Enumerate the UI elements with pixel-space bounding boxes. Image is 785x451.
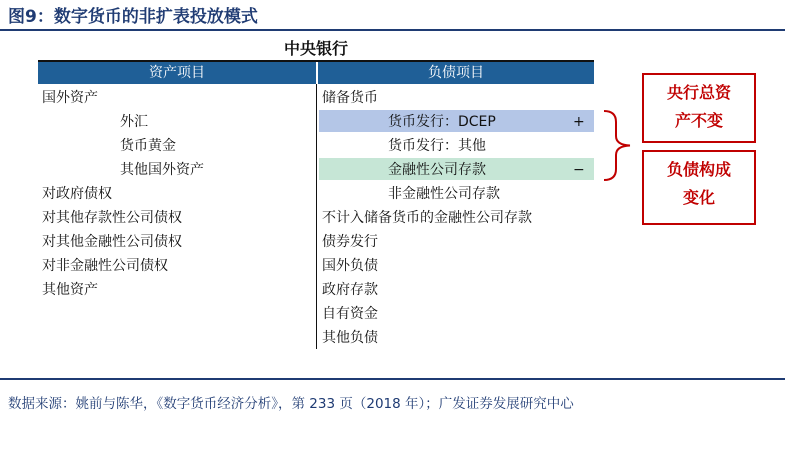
asset-item: 货币黄金 (120, 138, 176, 154)
liability-item: 非金融性公司存款 (388, 186, 500, 202)
liability-item: 金融性公司存款 (388, 162, 486, 178)
liability-item: 其他负债 (322, 330, 378, 346)
annotation-line: 负债构成 (666, 160, 731, 179)
liability-item: 不计入储备货币的金融性公司存款 (322, 210, 532, 226)
asset-item: 外汇 (120, 114, 148, 130)
title-divider (0, 29, 785, 31)
source-divider (0, 378, 785, 380)
asset-item: 其他国外资产 (120, 162, 204, 178)
column-divider (316, 84, 317, 349)
asset-item: 对政府债权 (42, 186, 112, 202)
asset-item: 国外资产 (42, 90, 98, 106)
source-note: 数据来源：姚前与陈华，《数字货币经济分析》，第 233 页（2018 年）；广发证券发展研究中心 (8, 396, 574, 412)
increase-sign: + (573, 114, 585, 130)
liability-item: 货币发行：其他 (388, 138, 486, 154)
figure-title: 图9：数字货币的非扩表投放模式 (8, 7, 258, 27)
annotation-liability-composition-change (642, 150, 756, 225)
assets-header: 资产项目 (38, 62, 316, 84)
liability-item: 储备货币 (322, 90, 378, 106)
table-title: 中央银行 (283, 39, 348, 58)
asset-item: 其他资产 (42, 282, 98, 298)
right-brace-icon (600, 108, 640, 183)
annotation-line: 央行总资 (666, 83, 731, 102)
annotation-line: 产不变 (674, 111, 723, 130)
asset-item: 对非金融性公司债权 (42, 258, 168, 274)
annotation-total-assets-unchanged (642, 73, 756, 143)
liabilities-header: 负债项目 (318, 62, 594, 84)
liability-item: 货币发行：DCEP (388, 114, 496, 130)
annotation-line: 变化 (682, 188, 715, 207)
liability-item: 政府存款 (322, 282, 378, 298)
asset-item: 对其他金融性公司债权 (42, 234, 182, 250)
asset-item: 对其他存款性公司债权 (42, 210, 182, 226)
decrease-sign: − (573, 162, 585, 178)
liability-item: 自有资金 (322, 306, 378, 322)
liability-item: 国外负债 (322, 258, 378, 274)
liability-item: 债券发行 (322, 234, 378, 250)
